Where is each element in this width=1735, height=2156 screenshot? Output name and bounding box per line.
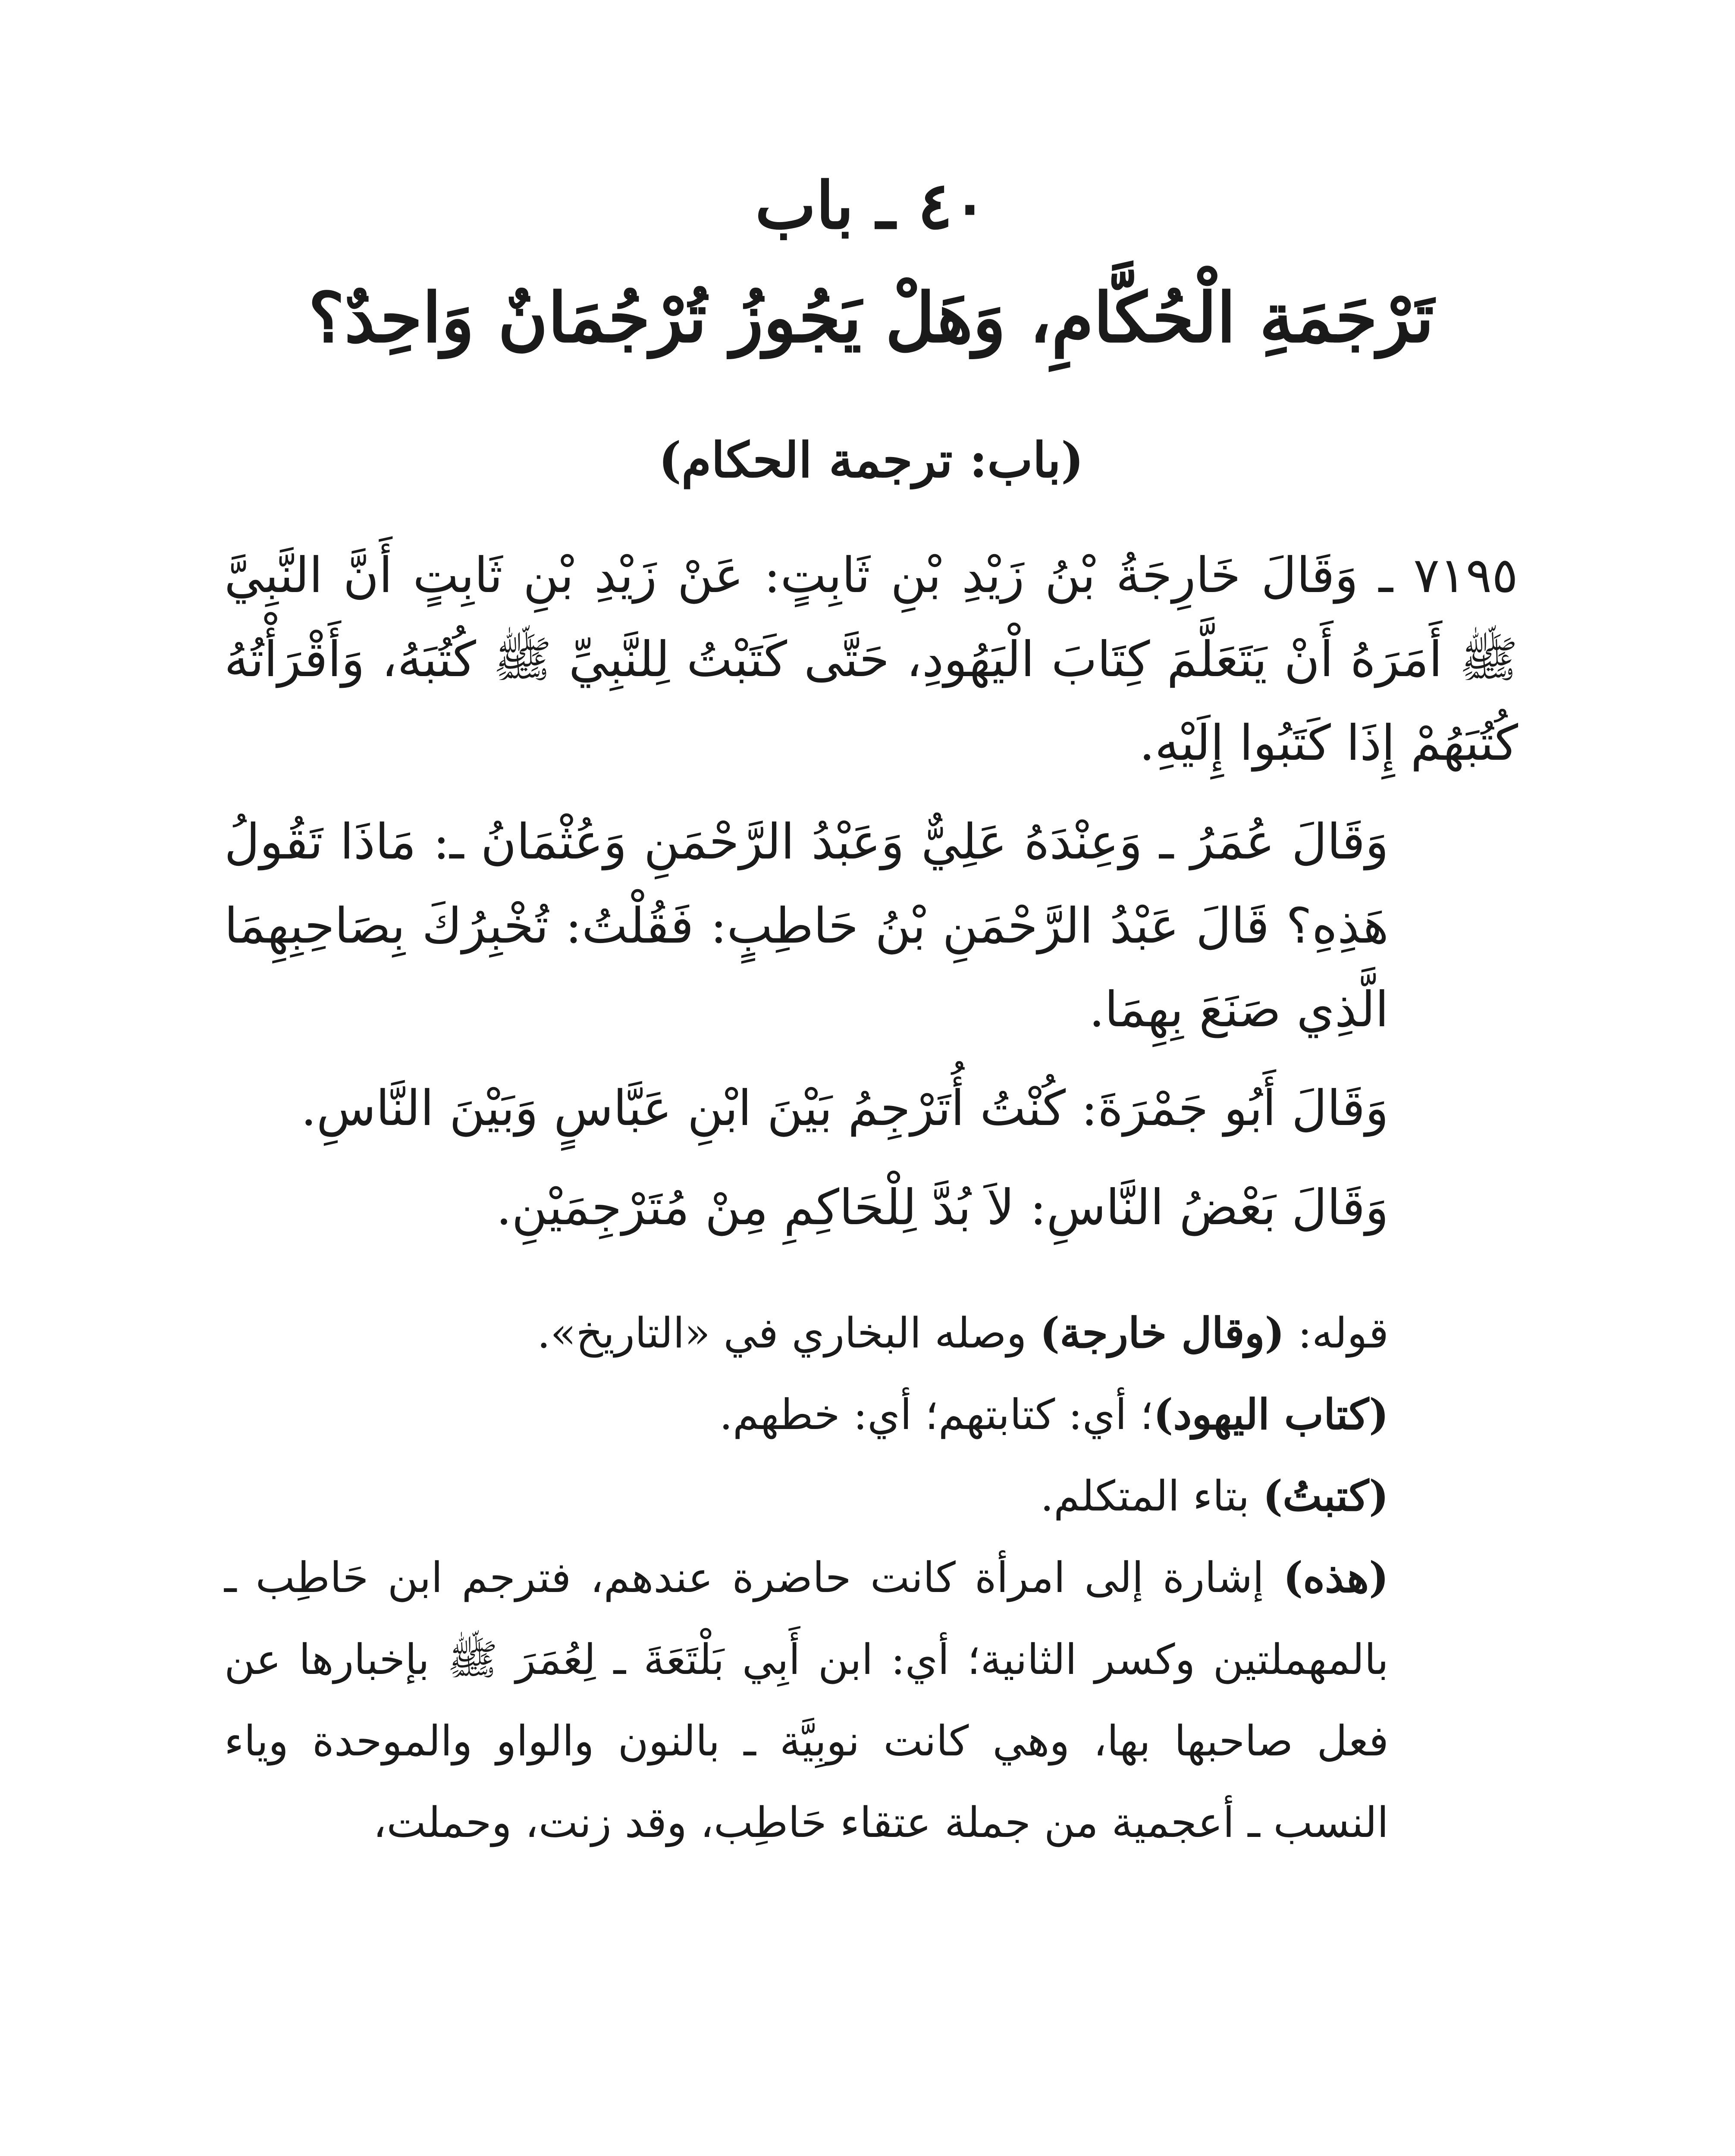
commentary-paragraph-3 [224,1455,1518,1537]
commentary-quote: (كتاب اليهود) [1153,1390,1389,1439]
commentary-explanation: إشارة إلى امرأة كانت حاضرة عندهم، فترجم ابن حَاطِب ـ بالمهملتين وكسر الثانية؛ أي: ابن أَبِي بَلْتَعَةَ ـ لِعُمَرَ ﷺ بإخبارها عن فعل صاحبها بها، وهي كانت نوبِيَّة ـ بالنون والواو والموحدة وياء النسب ـ أعجمية من جملة عتقاء حَاطِب، وقد زنت، وحملت، [224,1553,1389,1847]
hadith-paragraph-3: وَقَالَ أَبُو جَمْرَةَ: كُنْتُ أُتَرْجِمُ بَيْنَ ابْنِ عَبَّاسٍ وَبَيْنَ النَّاسِ. [301,1080,1389,1137]
commentary-paragraph-4 [224,1537,1518,1863]
hadith-paragraph-4: وَقَالَ بَعْضُ النَّاسِ: لاَ بُدَّ لِلْحَاكِمِ مِنْ مُتَرْجِمَيْنِ. [496,1178,1389,1236]
commentary-explanation: بتاء المتكلم. [1040,1472,1263,1521]
chapter-title: تَرْجَمَةِ الْحُكَّامِ، وَهَلْ يَجُوزُ تُرْجُمَانٌ وَاحِدٌ؟ [308,278,1434,358]
commentary-quote: (وقال خارجة) [1040,1308,1285,1358]
chapter-subheading: (باب: ترجمة الحكام) [659,432,1084,489]
commentary-text [224,1292,1518,1863]
hadith-text [224,533,1518,1249]
commentary-paragraph-1 [224,1292,1518,1374]
chapter-number: ٤٠ ـ باب [755,168,988,244]
commentary-paragraph-2 [224,1374,1518,1455]
commentary-prefix: قوله: [1284,1309,1389,1358]
hadith-paragraph-1: ٧١٩٥ ـ وَقَالَ خَارِجَةُ بْنُ زَيْدِ بْنِ ثَابِتٍ: عَنْ زَيْدِ بْنِ ثَابِتٍ أَنَّ النَّبِيَّ ﷺ أَمَرَهُ أَنْ يَتَعَلَّمَ كِتَابَ الْيَهُودِ، حَتَّى كَتَبْتُ لِلنَّبِيِّ ﷺ كُتُبَهُ، وَأَقْرَأْتُهُ كُتُبَهُمْ إِذَا كَتَبُوا إِلَيْهِ. [224,547,1518,771]
commentary-explanation: ؛ أي: كتابتهم؛ أي: خطهم. [719,1390,1154,1439]
commentary-quote: (هذه) [1283,1553,1389,1602]
hadith-paragraph-2: وَقَالَ عُمَرُ ـ وَعِنْدَهُ عَلِيٌّ وَعَبْدُ الرَّحْمَنِ وَعُثْمَانُ ـ: مَاذَا تَقُولُ هَذِهِ؟ قَالَ عَبْدُ الرَّحْمَنِ بْنُ حَاطِبٍ: فَقُلْتُ: تُخْبِرُكَ بِصَاحِبِهِمَا الَّذِي صَنَعَ بِهِمَا. [224,813,1389,1038]
book-page [224,164,1518,2156]
commentary-quote: (كتبتُ) [1263,1471,1389,1521]
commentary-explanation: وصله البخاري في «التاريخ». [537,1309,1040,1358]
